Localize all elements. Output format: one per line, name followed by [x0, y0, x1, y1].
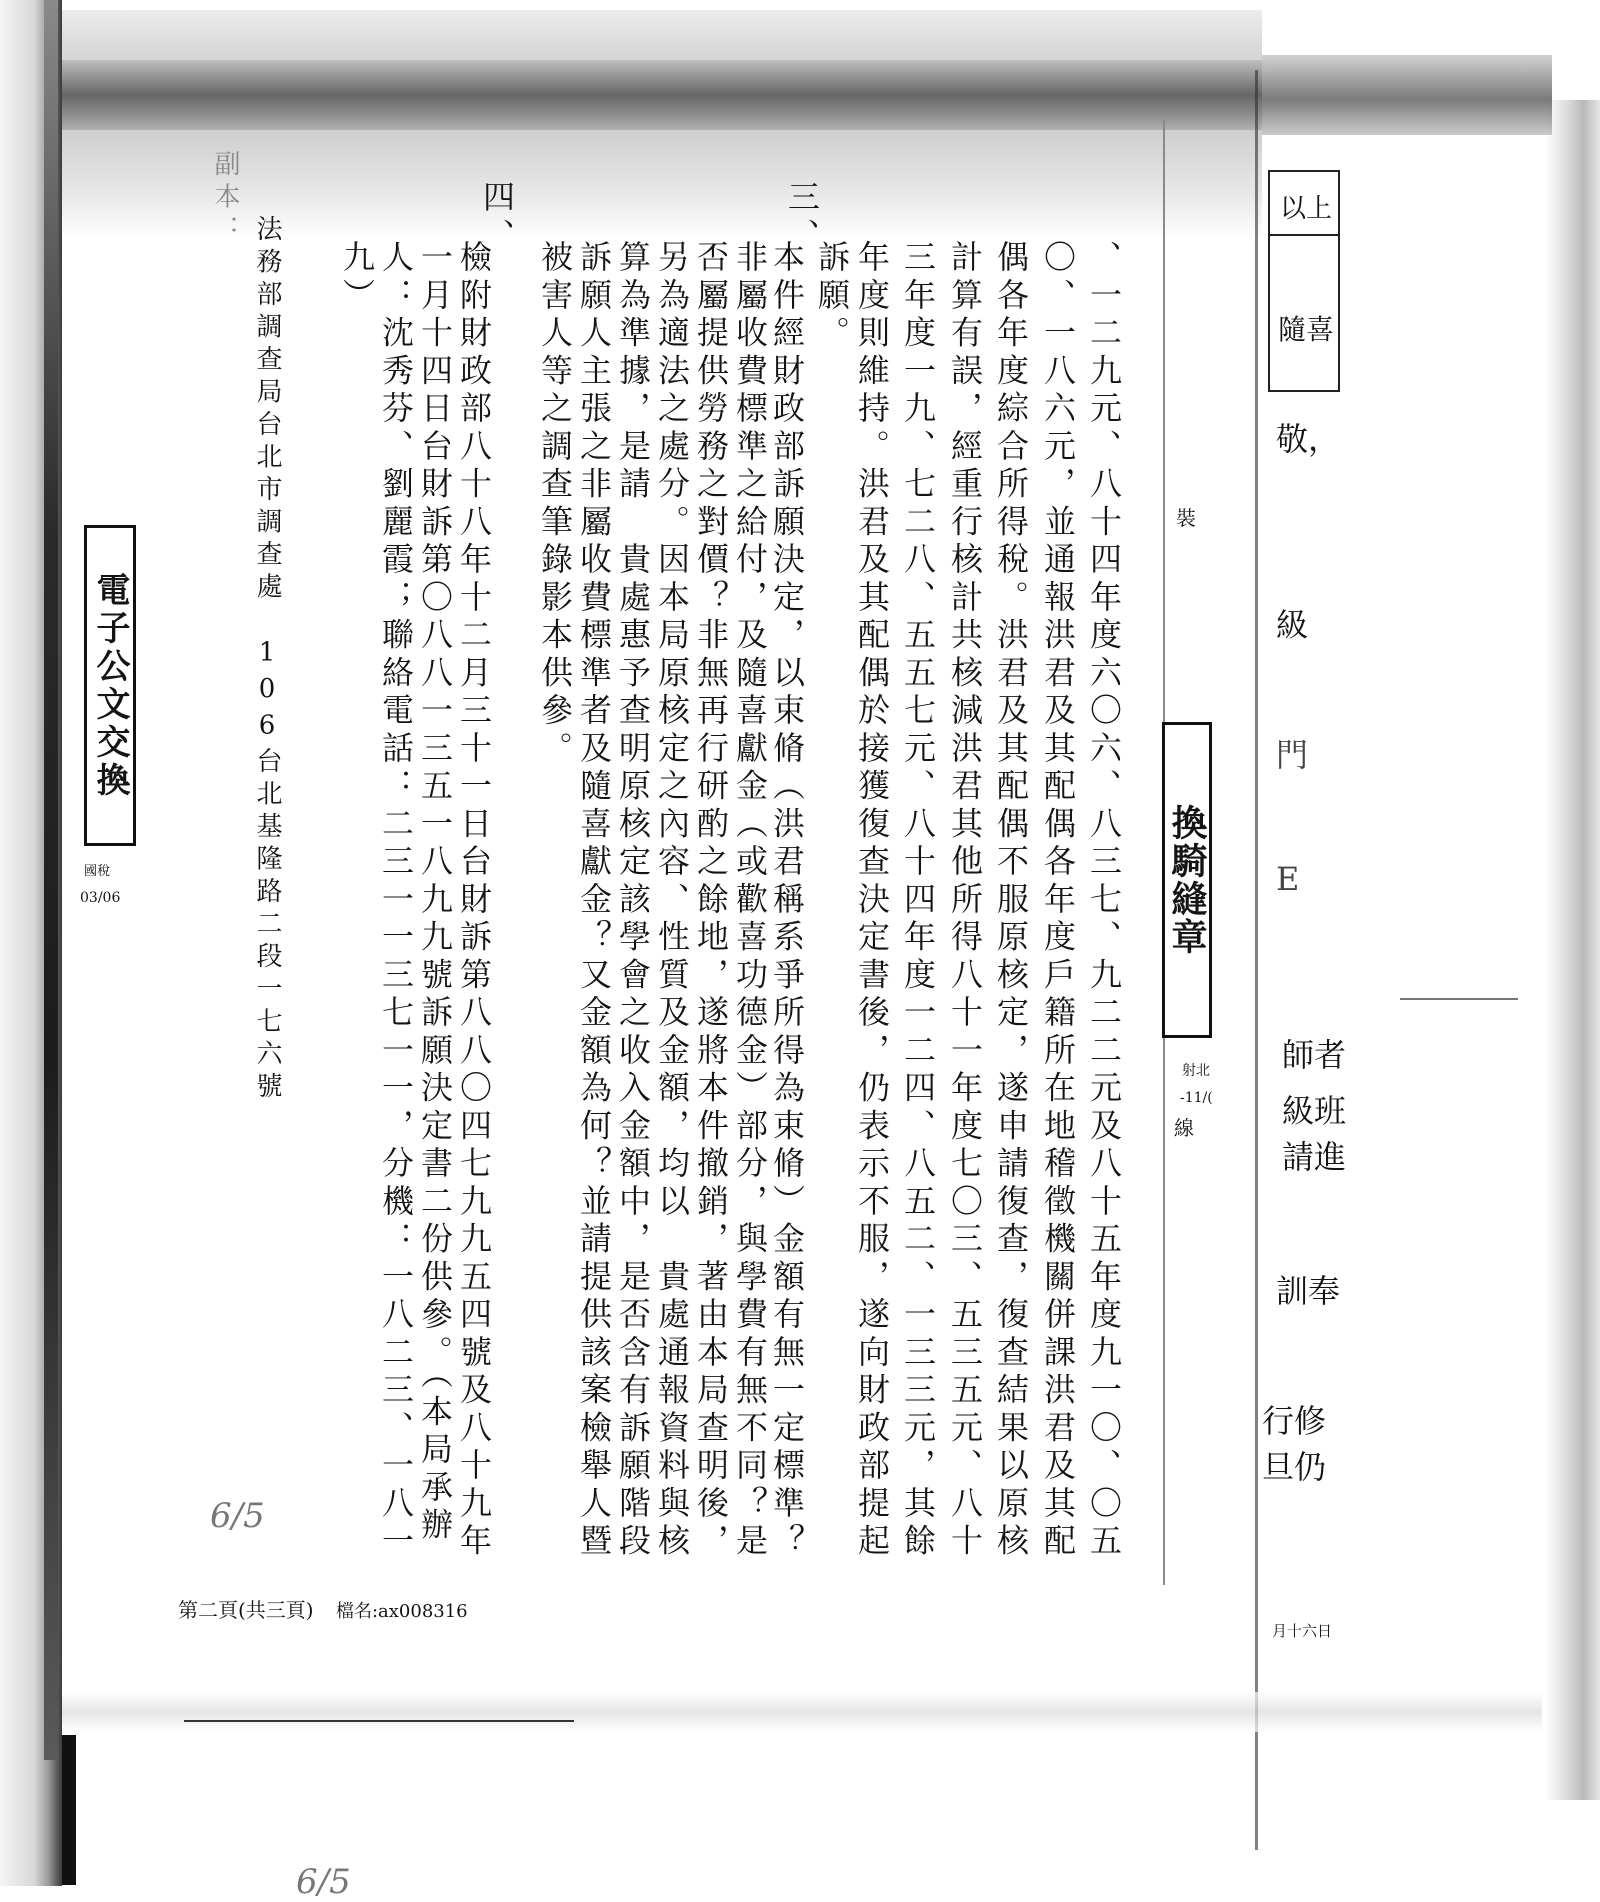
body-column-13: 訴願人主張之非屬收費標準者及隨喜獻金？又金額為何？並請提供該案檢舉人暨 — [575, 240, 613, 1562]
right-page-fragment-e: E — [1276, 860, 1300, 898]
e-document-exchange-stamp — [84, 525, 136, 846]
right-page-fragment-xing: 行修 — [1262, 1402, 1327, 1440]
right-page-fragment-dan: 旦仍 — [1262, 1448, 1327, 1486]
body-column-16: 一月十四日台財訴第〇八八一三五一八九九號訴願決定書二份供參。（本局承辦 — [416, 240, 454, 1546]
right-box-bottom-text: 隨喜 — [1278, 313, 1335, 346]
seal-caption-2: -11/( — [1180, 1090, 1213, 1106]
binding-mark-zhuang: 裝 — [1176, 506, 1196, 530]
seal-caption-1: 射北 — [1182, 1063, 1210, 1079]
right-page-fragment-col-c: 請進 — [1282, 1138, 1347, 1176]
body-column-11: 另為適法之處分。因本局原核定之內容、性質及金額，均以 貴處通報資料與核 — [653, 240, 691, 1562]
body-column-15: 檢附財政部八十八年十二月三十一日台財訴第八八〇四七九九五四號及八十九年 — [455, 240, 493, 1562]
page-footer — [178, 1594, 468, 1623]
scan-bottom-left-strip — [62, 1735, 76, 1885]
stamp-text: 電子公文交換 — [90, 571, 130, 800]
right-page-fragment-jing: 敬， — [1276, 420, 1341, 458]
body-column-5: 三年度一九、七二八、五五七元、八十四年度一二四、八五二、一三三元，其餘 — [899, 240, 937, 1562]
body-column-18: 九） — [338, 240, 376, 316]
scan-bottom-band — [62, 1692, 1542, 1732]
body-column-2: 〇、一八六元，並通報洪君及其配偶各年度戶籍所在地稽徵機關併課洪君及其配 — [1039, 240, 1077, 1562]
right-page-date-fragment: 月十六日 — [1272, 1622, 1333, 1640]
binding-mark-xian: 線 — [1174, 1116, 1194, 1140]
page-fold-line — [1255, 70, 1258, 1850]
scan-left-dark-band — [44, 0, 58, 1760]
body-column-9: 非屬收費標準之給付，及隨喜獻金（或歡喜功德金）部分，與學費有無不同？是 — [731, 240, 769, 1562]
body-column-1: 、一二九元、八十四年度六〇六、八三七、九二二元及八十五年度九一〇、〇五 — [1085, 240, 1123, 1562]
stamp-caption-tax: 國稅 — [84, 864, 111, 879]
copy-label: 副本： — [210, 150, 240, 248]
section-three-marker: 三、 — [783, 180, 821, 256]
body-column-7: 訴願。 — [813, 240, 851, 354]
seam-seal-stamp — [1162, 722, 1212, 1038]
seal-text: 換騎縫章 — [1166, 804, 1208, 956]
stamp-caption-date: 03/06 — [80, 890, 121, 906]
handwritten-note-1: 6/5 — [210, 1496, 265, 1536]
right-page-fragment-col-b: 級班 — [1282, 1092, 1347, 1130]
scan-top-dark-band — [62, 60, 1262, 130]
scan-right-page-shadow — [1262, 55, 1552, 135]
body-column-3: 偶各年度綜合所得稅。洪君及其配偶不服原核定，遂申請復查，復查結果以原核 — [992, 240, 1030, 1562]
recipient-address: 法務部調查局台北市調查處 106台北基隆路二段一七六號 — [252, 215, 282, 1105]
file-name: 檔名:ax008316 — [335, 1601, 468, 1622]
handwritten-note-2: 6/5 — [296, 1862, 351, 1902]
body-column-12: 算為準據，是請 貴處惠予查明原核定該學會之收入金額中，是否含有訴願階段 — [614, 240, 652, 1562]
body-column-4: 計算有誤，經重行核計共核減洪君其他所得八十一年度七〇三、五三五元、八十 — [946, 240, 984, 1562]
bottom-rule-line — [184, 1720, 574, 1722]
right-page-box-divider — [1270, 234, 1338, 236]
right-box-top-text: 以上 — [1280, 194, 1333, 224]
right-page-dash-line — [1400, 998, 1518, 1000]
body-column-14: 被害人等之調查筆錄影本供參。 — [536, 240, 574, 769]
right-page-fragment-xun: 訓奉 — [1276, 1272, 1341, 1310]
body-column-6: 年度則維持。洪君及其配偶於接獲復查決定書後，仍表示不服，遂向財政部提起 — [853, 240, 891, 1562]
scan-right-edge — [1545, 100, 1600, 1800]
right-page-fragment-men: 門 — [1276, 736, 1309, 774]
right-page-box — [1268, 170, 1340, 392]
right-page-fragment-ji: 級 — [1276, 606, 1309, 644]
body-column-17: 人：沈秀芬、劉麗霞；聯絡電話：二三一一三七一一，分機：一八二三、一八一 — [377, 240, 415, 1562]
body-column-8: 本件經財政部訴願決定，以束脩（洪君稱系爭所得為束脩）金額有無一定標準？ — [768, 240, 806, 1562]
right-page-fragment-col-a: 師者 — [1282, 1036, 1347, 1074]
page-number: 第二頁(共三頁) — [178, 1598, 314, 1622]
body-column-10: 否屬提供勞務之對價？非無再行研酌之餘地，遂將本件撤銷，著由本局查明後， — [692, 240, 730, 1562]
section-four-marker: 四、 — [478, 180, 516, 256]
